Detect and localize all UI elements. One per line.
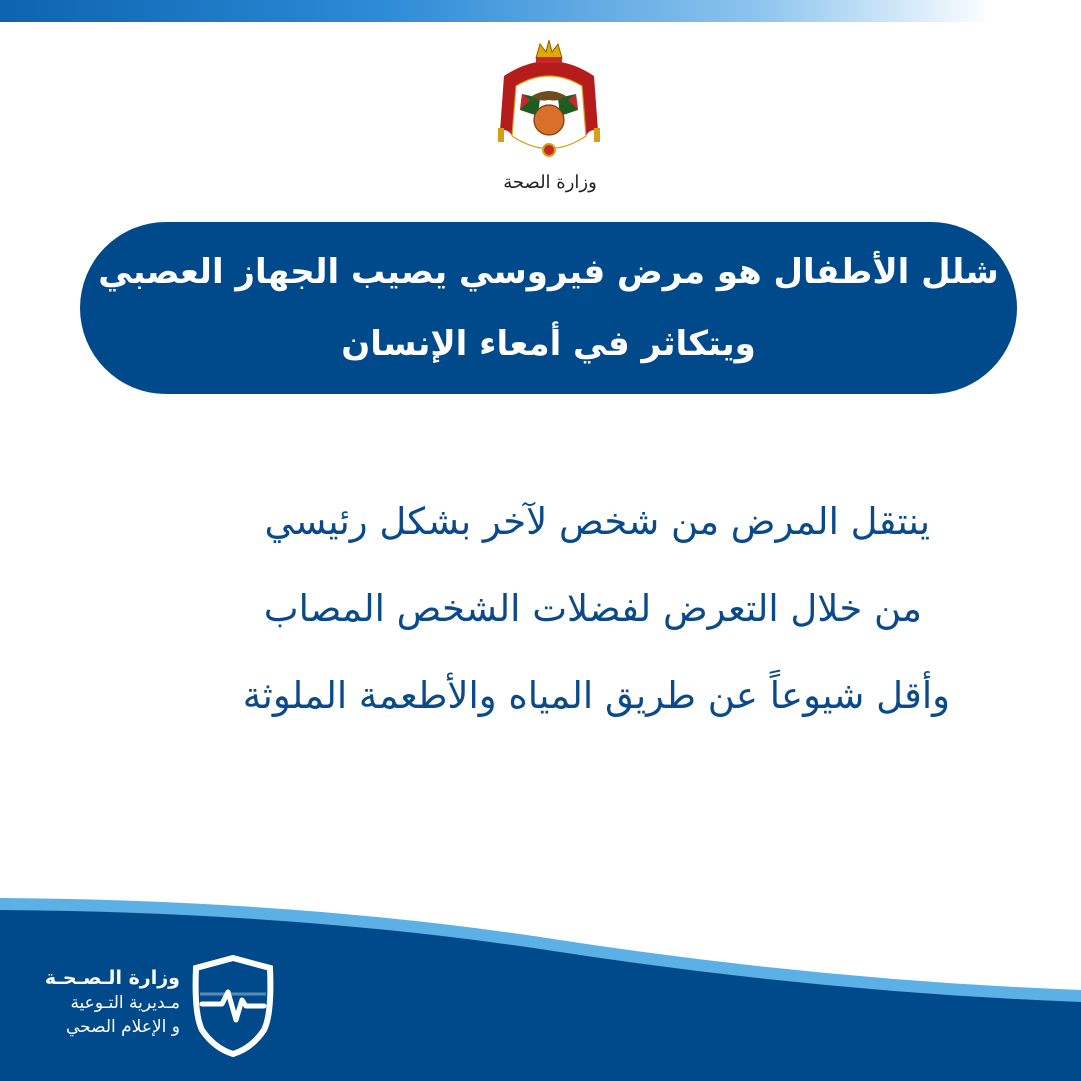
heartbeat-shield-icon (190, 954, 276, 1058)
body-line-3: وأقل شيوعاً عن طريق المياه والأطعمة الملوثة (242, 674, 950, 717)
body-text (100, 478, 950, 739)
footer-text (20, 965, 180, 1039)
royal-coat-of-arms-icon (494, 36, 604, 164)
title-line-2: ويتكاثر في أمعاء الإنسان (341, 324, 756, 364)
body-line-2: من خلال التعرض لفضلات الشخص المصاب (263, 587, 922, 630)
body-line-1: ينتقل المرض من شخص لآخر بشكل رئيسي (264, 500, 930, 543)
top-gradient-bar (0, 0, 1081, 22)
footer-directorate-line-2: و الإعلام الصحي (65, 1017, 180, 1037)
title-banner (80, 222, 1017, 394)
footer-ministry: وزارة الـصـحـة (44, 967, 180, 989)
footer-directorate-line-1: مـديرية التـوعية (70, 993, 180, 1013)
title-line-1: شلل الأطفال هو مرض فيروسي يصيب الجهاز العصبي (98, 252, 999, 292)
ministry-script-logo: وزارة الصحة (503, 172, 597, 193)
